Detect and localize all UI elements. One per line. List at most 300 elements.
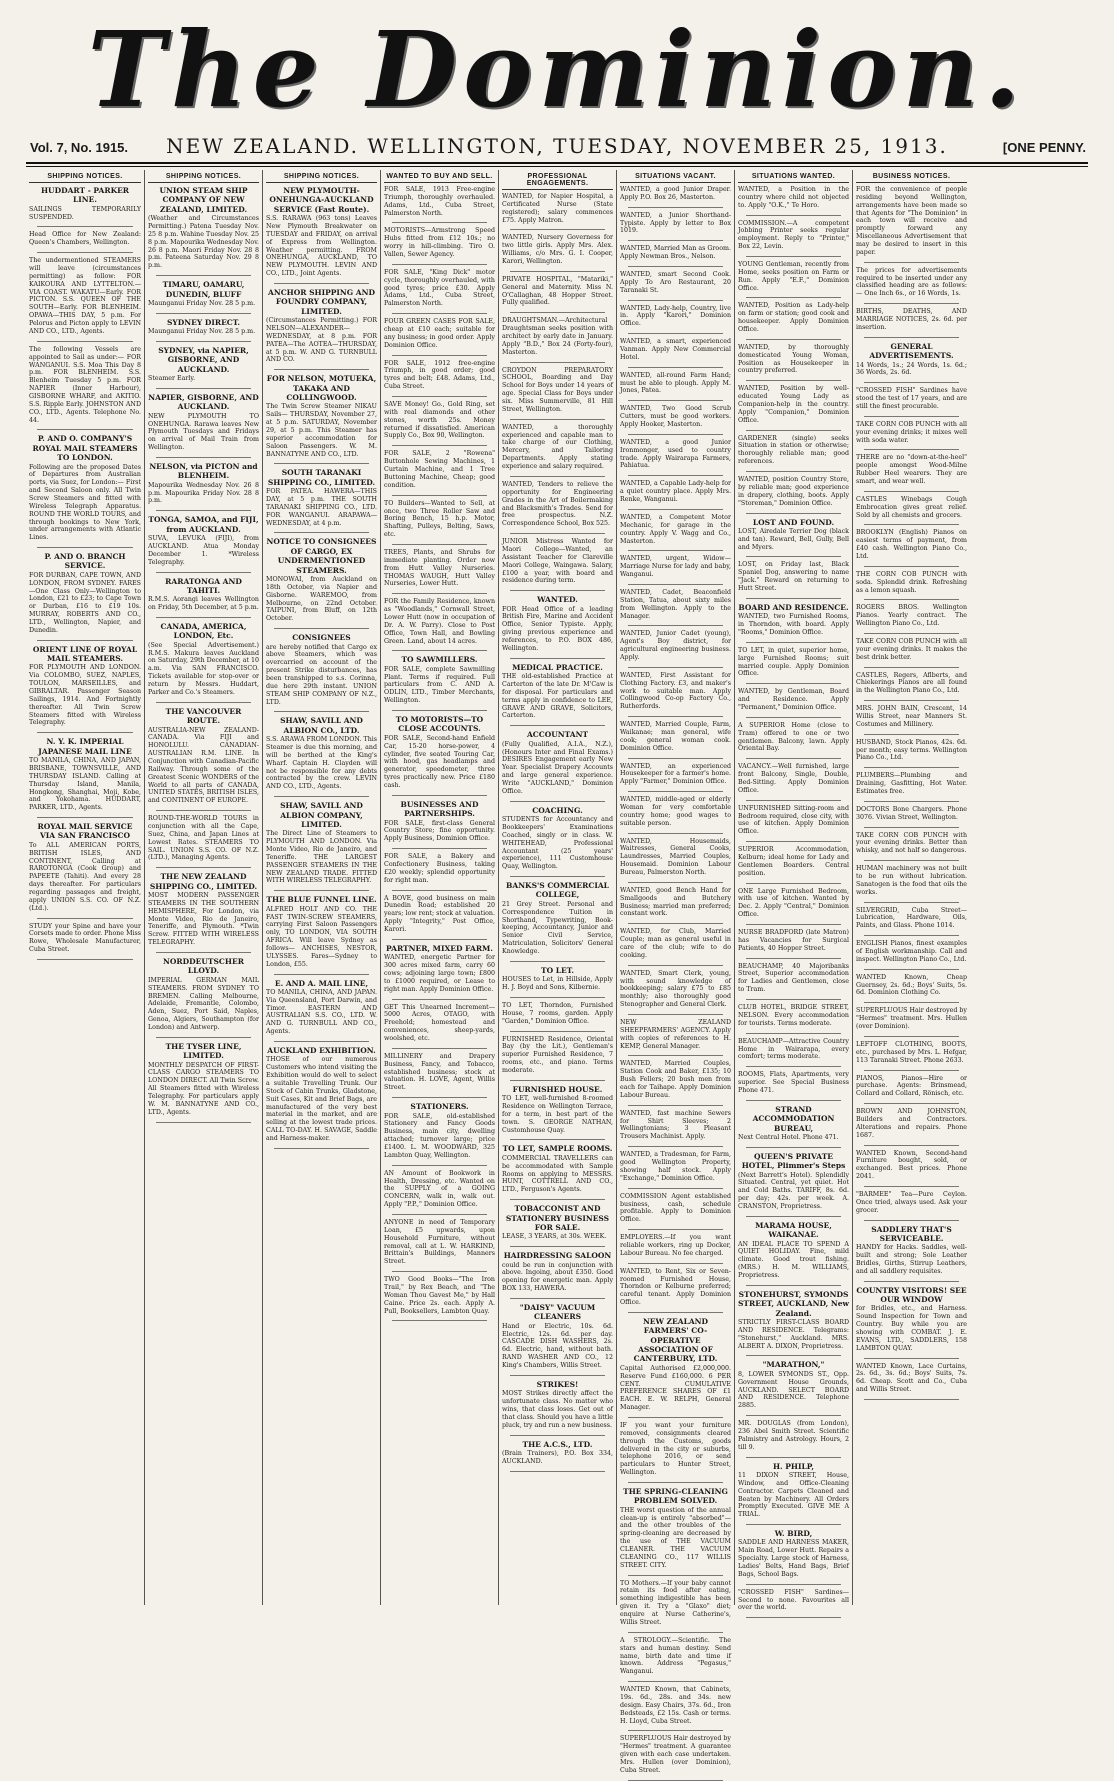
advertisement-text: TO MANILA, CHINA, AND JAPAN, BRISBANE, TOWNSVILLE, AND THURSDAY ISLAND. Calling at Thursday Island, Manila, Hongkong, Shanghai, Moji, Kobe, and Yokohama. HUDDART, PARKER, LTD., Agents.	[29, 757, 141, 812]
advertisement	[856, 772, 967, 796]
advertisement-heading: STONEHURST, SYMONDS STREET, AUCKLAND, New Zealand.	[738, 1289, 849, 1318]
advertisement	[856, 267, 967, 298]
advertisement-divider	[37, 429, 133, 430]
advertisement-text: "CROSSED FISH" Sardines—Second to none. Favourites all over the world.	[738, 1588, 849, 1612]
advertisement-text: (Fully Qualified, A.I.A., N.Z.), (Honours Inter and Final Exams.) DESIRES Engagement early New Year. Specialist Drapery Accounts and large general experience. Write "AUCKLAND," Dominion Office.	[502, 740, 613, 795]
advertisement	[266, 979, 377, 1037]
advertisement	[384, 715, 495, 790]
advertisement	[266, 288, 377, 364]
advertisement-divider	[628, 625, 723, 626]
advertisement-heading: W. BIRD,	[774, 1529, 813, 1539]
advertisement-heading: SYDNEY DIRECT.	[167, 317, 240, 327]
advertisement-divider	[746, 513, 841, 514]
column-3	[262, 170, 380, 1605]
advertisement-text: Mapourika Wednesday Nov. 26 8 p.m. Mapourika Friday Nov. 28 8 p.m.	[148, 481, 259, 505]
advertisement	[738, 1105, 849, 1142]
advertisement	[384, 1004, 495, 1043]
advertisement-heading: THE A.C.S., LTD.	[522, 1439, 593, 1449]
advertisement-text: FOR SALE, first-class General Country Store; fine opportunity. Apply Business, Dominion Office.	[384, 819, 495, 843]
advertisement-heading: "MARATHON,"	[762, 1360, 825, 1370]
advertisement-text: ENGLISH Pianos, finest examples of English workmanship. Call and inspect. Wellington Piano Co., Ltd.	[856, 940, 967, 963]
advertisement-text: MONOWAI, from Auckland on 18th October, via Napier and Gisborne. WAREMOO, from Melbourne, on 22nd October. TAIPUNI, from Bluff, on 12th October.	[266, 575, 377, 623]
advertisement	[29, 231, 141, 247]
advertisement	[738, 1004, 849, 1028]
advertisement-text: ROOMS, Flats, Apartments, very superior. See Special Business Phone 471.	[738, 1071, 849, 1094]
advertisement-divider	[510, 271, 605, 272]
advertisement-divider	[746, 430, 841, 431]
advertisement-divider	[864, 902, 959, 903]
advertisement	[620, 212, 731, 236]
advertisement-heading: P. AND O. COMPANY'S ROYAL MAIL STEAMERS TO LONDON.	[32, 434, 138, 463]
advertisement-text: MR. DOUGLAS (from London), 236 Abel Smith Street. Scientific Palmistry and Astrology. Hours, 2 till 9.	[738, 1420, 849, 1451]
advertisement-text: WANTED, good Bench Hand for Smallgoods and Butchery Business; married man preferred; constant work.	[620, 886, 731, 918]
advertisement-text: (Brain Trainers), P.O. Box 334, AUCKLAND.	[502, 1449, 613, 1465]
advertisement-divider	[510, 725, 605, 726]
advertisement-divider	[156, 510, 251, 511]
advertisement-divider	[274, 369, 369, 370]
advertisement-text: PIANOS, Pianos—Hire or purchase. Agents: Brinsmead, Collard and Collard, Rönisch, etc.	[856, 1074, 967, 1098]
advertisement	[502, 481, 613, 528]
column-heading: SITUATIONS WANTED.	[738, 170, 849, 183]
advertisement	[502, 234, 613, 265]
advertisement-divider	[746, 924, 841, 925]
advertisement-text: WANTED, for Napier Hospital, a Certificated Nurse (State registered); salary commences £75. Apply Matron.	[502, 193, 613, 224]
advertisement-text: BROWN AND JOHNSTON, Builders and Contractors. Alterations and repairs. Phone 1687.	[856, 1108, 967, 1139]
advertisement-text: SAILINGS TEMPORARILY SUSPENDED.	[29, 205, 141, 221]
advertisement-divider	[510, 961, 605, 962]
advertisement-text: GARDENER (single) seeks Situation in station or otherwise; thoroughly reliable man; good references.	[738, 434, 849, 466]
advertisement	[856, 496, 967, 520]
advertisement	[148, 346, 259, 383]
advertisement	[620, 480, 731, 504]
column-heading: BUSINESS NOTICES.	[856, 170, 967, 183]
advertisement-text: ANYONE in need of Temporary Loan, £5 upwards, upon Household Furniture, without removal, call at L. W. HARKIND, Brittain's Buildings, Manners Street.	[384, 1218, 495, 1266]
advertisement	[384, 450, 495, 489]
advertisement	[148, 186, 259, 270]
advertisement	[738, 261, 849, 292]
advertisement-divider	[510, 362, 605, 363]
advertisement	[502, 276, 613, 307]
advertisement	[148, 393, 259, 452]
advertisement-text: ONE Large Furnished Bedroom, with use of kitchen. Wanted by Dec. 2. Apply "Central," Dominion Office.	[738, 887, 849, 919]
advertisement-divider	[746, 1415, 841, 1416]
advertisement-text: HANDY for Hacks. Saddles, well-built and strong; Sole Leather Bridles, Girths, Stirrup Leathers, and all saddlery requisites.	[856, 1244, 967, 1275]
advertisement-heading: THE BLUE FUNNEL LINE.	[266, 895, 377, 905]
advertisement-text: CLUB HOTEL, BRIDGE STREET, NELSON. Every accommodation for tourists. Terms moderate.	[738, 1004, 849, 1027]
advertisement	[856, 1150, 967, 1181]
advertisement	[856, 672, 967, 696]
advertisement	[856, 739, 967, 763]
advertisement-divider	[37, 226, 133, 227]
advertisement	[738, 688, 849, 712]
advertisement	[502, 367, 613, 414]
advertisement-divider	[864, 1358, 959, 1359]
advertisement	[148, 872, 259, 947]
advertisement	[620, 271, 731, 295]
advertisement	[856, 529, 967, 560]
advertisement-text: FOR DURBAN, CAPE TOWN, AND LONDON, FROM SYDNEY. FARES—One Class Only—Wellington to London, £21 to £23; to Cape Town or Durban, £16 to £19 10s. MURRAY, ROBERTS AND CO., LTD., Wellington, Napier, and Dunedin.	[29, 571, 141, 634]
advertisement-text: S.S. RARAWA (963 tons) Leaves New Plymouth Breakwater on TUESDAY and FRIDAY, on arrival of Express from Wellington. Weather permitting. FROM ONEHUNGA, AUCKLAND, TO NEW PLYMOUTH. LEVIN AND CO., LTD., Joint Agents.	[266, 215, 377, 278]
advertisement-heading: ORIENT LINE OF ROYAL MAIL STEAMERS.	[32, 644, 138, 664]
advertisement-text: UNFURNISHED Sitting-room and Bedroom required, close city, with use of kitchen. Apply Dominion Office.	[738, 804, 849, 836]
advertisement-divider	[37, 959, 133, 960]
advertisement	[148, 462, 259, 505]
advertisement	[738, 302, 849, 333]
advertisement-text: DRAUGHTSMAN.—Architectural Draughtsman seeks position with architect by early date in January. Apply "B.D.," Box 24 (Forty-four), Masterton.	[502, 317, 613, 356]
advertisement-divider	[746, 1216, 841, 1217]
advertisement-text: WANTED, smart Second Cook. Apply To Aro Restaurant, 20 Taranaki St.	[620, 271, 731, 294]
advertisement-text: WANTED, Lady-help, Country, live in. Apply "Karori," Dominion Office.	[620, 304, 731, 328]
advertisement-text: THERE are no "down-at-the-heel" people amongst Wood-Milne Rubber Heel wearers. They are smart, and wear well.	[856, 454, 967, 485]
advertisement-divider	[628, 1263, 723, 1264]
advertisement-divider	[628, 207, 723, 208]
advertisement	[856, 342, 967, 377]
advertisement	[738, 1038, 849, 1062]
advertisement	[738, 963, 849, 994]
advertisement-divider	[864, 1103, 959, 1104]
advertisement-heading: CANADA, AMERICA, LONDON, Etc.	[160, 622, 247, 641]
advertisement-text: BROOKLYN (English) Pianos on easiest terms of payment, from £40 cash. Wellington Piano Co., Ltd.	[856, 529, 967, 560]
advertisement-divider	[156, 702, 251, 703]
advertisement	[620, 589, 731, 620]
advertisement	[384, 318, 495, 349]
advertisement-divider	[864, 1036, 959, 1037]
advertisement-divider	[510, 590, 605, 591]
advertisement-text: WANTED, a thoroughly experienced and capable man to take charge of our Clothing, Mercery, and Tailoring Departments. Apply stating experience and salary required.	[502, 423, 613, 471]
advertisement	[856, 186, 967, 257]
advertisement	[266, 716, 377, 791]
advertisement	[502, 1085, 613, 1135]
advertisement-divider	[274, 796, 369, 797]
advertisement-text: WANTED Known, Lace Curtains, 2s. 6d., 3s. 6d.; Boys' Suits, 7s. 6d. Cheap. Scott and Co., Cuba and Willis Street.	[856, 1362, 967, 1394]
advertisement	[148, 318, 259, 336]
advertisement-divider	[746, 800, 841, 801]
advertisement-text: VACANCY.—Well furnished, large front Balcony, Single, Double, Bed-Sitting. Apply Dominion Office.	[738, 763, 849, 794]
advertisement-divider	[392, 313, 487, 314]
advertisement	[502, 1144, 613, 1194]
advertisement-divider	[746, 1524, 841, 1525]
advertisement	[29, 434, 141, 542]
advertisement-divider	[746, 339, 841, 340]
advertisement-heading: TO SAWMILLERS.	[401, 655, 478, 665]
advertisement-text: COMMISSION Agent established business, cash, schedule profitable. Apply to Dominion Office.	[620, 1192, 731, 1224]
column-heading: SHIPPING NOTICES.	[29, 170, 141, 183]
advertisement-divider	[864, 767, 959, 768]
advertisement-divider	[510, 801, 605, 802]
advertisement-divider	[864, 935, 959, 936]
advertisement-text: MOST MODERN PASSENGER STEAMERS IN THE SOUTHERN HEMISPHERE, For London, via Monte Video, Rio de Janeiro, Teneriffe, and Plymouth. *Twin Screw. FITTED WITH WIRELESS TELEGRAPHY.	[148, 892, 259, 947]
advertisement-divider	[864, 566, 959, 567]
advertisement-text: A STROLOGY.—Scientific. The stars and human destiny. Send name, birth date and time if known. Address "Pegasus," Wanganui.	[620, 1636, 731, 1676]
advertisement	[856, 806, 967, 822]
advertisement-text: Next Central Hotel. Phone 471.	[738, 1133, 839, 1141]
advertisement-text: The following Vessels are appointed to Sail as under:— FOR WANGANUI. S.S. Moa This Day 8 p.m. FOR BLENHEIM. S.S. Blenheim Tuesday 5 p.m. FOR NAPIER (Inner Harbour), GISBORNE WHARF, and AKITIO. S.S. Ripple Early. JOHNSTON AND CO., LTD., Agents. Telephone No. 44.	[29, 345, 141, 424]
advertisement	[502, 538, 613, 585]
column-4	[380, 170, 498, 1605]
advertisement-heading: AUCKLAND EXHIBITION.	[267, 1046, 376, 1056]
advertisement-text: Capital Authorised £2,000,000. Reserve Fund £160,000. 6 PER CENT. CUMULATIVE PREFERENCE SHARES OF £1 EACH. E. W. RELPH, General Manager.	[620, 1364, 731, 1412]
advertisement-divider	[510, 1080, 605, 1081]
advertisement	[620, 1193, 731, 1224]
advertisement-heading: "DAISY" VACUUM CLEANERS	[519, 1302, 596, 1322]
advertisement-divider	[392, 396, 487, 397]
advertisement-divider	[746, 717, 841, 718]
advertisement	[738, 385, 849, 424]
advertisement	[384, 227, 495, 258]
advertisement-heading: NELSON, via PICTON and BLENHEIM.	[149, 462, 258, 481]
advertisement-divider	[156, 810, 251, 811]
advertisement-divider	[274, 532, 369, 533]
advertisement-text: Steamer Early.	[148, 375, 196, 383]
advertisement	[266, 537, 377, 623]
advertisement-divider	[746, 1147, 841, 1148]
advertisement-text: SUPERIOR Accommodation, Kelburn; ideal home for Lady and Gentlemen Boarders. Central position.	[738, 846, 849, 877]
advertisement-text: FOR SALE, 1913 Free-engine Triumph, thoroughly overhauled. Adams, Ltd., Cuba Street, Palmerston North.	[384, 186, 495, 217]
advertisement-divider	[628, 266, 723, 267]
advertisement	[29, 346, 141, 425]
advertisement-text: WANTED, Married Couples, Station Cook and Baker, £135; 10 Bush Fellers; 20 bush men from each for Taihape. Apply Dominion Labour Bureau.	[620, 1060, 731, 1099]
column-7	[734, 170, 852, 1612]
advertisement-divider	[864, 303, 959, 304]
advertisement-divider	[510, 533, 605, 534]
advertisement	[856, 1363, 967, 1394]
columns-area	[26, 170, 1088, 1774]
advertisement	[502, 881, 613, 956]
advertisement-divider	[510, 1375, 605, 1376]
advertisement-divider	[628, 1146, 723, 1147]
advertisement-text: 21 Grey Street. Personal and Correspondence Tuition in Shorthand, Typewriting, Book-keeping, Accountancy, Junior and Senior Civil Service, Matriculation, Solicitors' General Knowledge.	[502, 900, 613, 955]
advertisement-divider	[746, 758, 841, 759]
advertisement-text: FOR SALE, "King Dick" motor cycle, thoroughly overhauled, with good tyres; price £30. Apply Adams, Ltd., Cuba Street, Palmerston North.	[384, 268, 495, 308]
advertisement-heading: FURNISHED HOUSE.	[512, 1084, 603, 1094]
advertisement-divider	[864, 667, 959, 668]
advertisement	[502, 317, 613, 356]
advertisement	[620, 1580, 731, 1627]
advertisement-divider	[628, 882, 723, 883]
advertisement-heading: RARATONGA AND TAHITI.	[165, 576, 242, 595]
advertisement	[384, 500, 495, 539]
advertisement	[29, 737, 141, 812]
advertisement-divider	[628, 1229, 723, 1230]
advertisement-divider	[864, 1186, 959, 1187]
advertisement-text: THE worst question of the annual clean-up is entirely "absorbed"—and the other troubles of the spring-cleaning are decreased by the use of THE VACUUM CLEANER. THE VACUUM CLEANING CO., 117 WILLIS STREET. CITY.	[620, 1506, 731, 1569]
advertisement-divider	[274, 711, 369, 712]
advertisement-text: "BARMEE" Tea—Pure Ceylon. Once tried, always used. Ask your grocer.	[856, 1190, 967, 1214]
advertisement-heading: PARTNER, MIXED FARM.	[386, 943, 493, 953]
advertisement-text: are hereby notified that Cargo ex above Steamers, which was overcarried on account of the present Strike disturbances, has been transhipped to s.s. Corinna, due here 29th instant. UNION STEAM SHIP COMPANY OF N.Z., LTD.	[266, 643, 377, 706]
advertisement-text: (See Special Advertisement.) R.M.S. Makura leaves Auckland on Saturday, 29th December, at 10 a.m. Via SAN FRANCISCO. Tickets available for stop-over or return by Messrs. Huddart, Parker and Co.'s Steamers.	[148, 641, 259, 696]
advertisement-heading: COUNTRY VISITORS! SEE OUR WINDOW	[856, 1285, 967, 1305]
advertisement	[384, 269, 495, 308]
advertisement-divider	[746, 1100, 841, 1101]
advertisement	[29, 645, 141, 728]
advertisement-divider	[864, 599, 959, 600]
advertisement	[148, 957, 259, 1032]
advertisement	[620, 1637, 731, 1676]
advertisement-heading: FOR NELSON, MOTUEKA, TAKAKA AND COLLINGWOOD.	[266, 374, 377, 403]
advertisement-text: WANTED, urgent, Widow—Marriage Nurse for lady and baby, Wanganui.	[620, 555, 731, 579]
advertisement-text: COMMERCIAL TRAVELLERS can be accommodated with Sample Rooms on applying to MESSRS. HUNT, COTTRELL AND CO., LTD., Ferguson's Agents.	[502, 1154, 613, 1194]
advertisement-text: FOR PATEA. HAWERA—THIS DAY, at 5 p.m. THE SOUTH TARANAKI SHIPPING CO., LTD. FOR WANGANUI. ARAPAWA—WEDNESDAY, at 4 p.m.	[266, 488, 377, 527]
advertisement-divider	[628, 1055, 723, 1056]
advertisement	[620, 928, 731, 959]
advertisement	[856, 1225, 967, 1276]
advertisement-divider	[392, 593, 487, 594]
advertisement-text: LOST, Airedale Terrier Dog (black and tan). Reward, Bell, Gully, Bell and Myers.	[738, 527, 849, 551]
advertisement-divider	[392, 650, 487, 651]
advertisement-text: Maunganui Friday Nov. 28 5 p.m.	[148, 328, 256, 336]
advertisement-divider	[392, 1214, 487, 1215]
advertisement-heading: QUEEN'S PRIVATE HOTEL, Plimmer's Steps	[741, 1151, 846, 1171]
advertisement-text: WANTED, a Position in the country where child not objected to. Apply "O.K.," Te Horo.	[738, 186, 849, 209]
advertisement-heading: HAIRDRESSING SALOON	[503, 1251, 612, 1261]
advertisement-text: COMMISSION.—A competent Jobbing Printer seeks regular employment. Reply to "Printer," Box 22, Levin.	[738, 219, 849, 251]
advertisement	[502, 424, 613, 471]
advertisement-heading: HUDDART - PARKER LINE.	[40, 186, 130, 205]
advertisement-divider	[628, 240, 723, 241]
advertisement-heading: THE TYSER LINE, LIMITED.	[165, 1041, 242, 1061]
advertisement	[738, 1589, 849, 1613]
advertisement-text: ROGERS BROS. Wellington Pianos. Yearly contract. The Wellington Piano Co., Ltd.	[856, 604, 967, 628]
advertisement-divider	[746, 841, 841, 842]
advertisement-text: FOR the Family Residence, known as "Woodlands," Cornwall Street, Lower Hutt (now in occupation of Dr. A. W. Parry). Close to Post Office, Town Hall, and Bowling Green. Land, about 14 acres.	[384, 598, 495, 645]
advertisement	[738, 476, 849, 507]
advertisement-text: The undermentioned STEAMERS will leave (circumstances permitting) as follow: FOR KAIKOURA AND LYTTELTON.—VIA COAST. WAKATU—Early. FOR PICTON. S.S. QUEEN OF THE SOUTH—Early. FOR BLENHEIM. OPAWA—THIS DAY, 5 p.m. For Pelorus and Picton apply to LEVIN AND CO., LTD., Agents.	[29, 257, 141, 335]
advertisement-divider	[864, 969, 959, 970]
advertisement-text: AN IDEAL PLACE TO SPEND A QUIET HOLIDAY. Fine, mild climate. Good trout fishing. (MRS.) H. M. WILLIAMS, Proprietress.	[738, 1240, 849, 1280]
advertisement	[738, 1420, 849, 1451]
advertisement	[856, 387, 967, 411]
advertisement-text: SUPERFLUOUS Hair destroyed by "Hermes" treatment. Mrs. Hullen (over Dominion).	[856, 1007, 967, 1031]
advertisement	[620, 721, 731, 752]
advertisement-text: TO LET, Thorndon, Furnished House, 7 rooms, garden. Apply "Garden," Dominion Office.	[502, 1001, 613, 1025]
advertisement	[266, 186, 377, 278]
advertisement	[502, 966, 613, 992]
advertisement-text: 8, LOWER SYMONDS ST., Opp. Government House Grounds, AUCKLAND. SELECT BOARD AND RESIDENCE. Telephone 2885.	[738, 1370, 849, 1410]
advertisement-divider	[510, 1298, 605, 1299]
advertisement-heading: TIMARU, OAMARU, DUNEDIN, BLUFF	[162, 280, 245, 299]
advertisement-divider	[864, 1399, 959, 1400]
advertisement	[738, 1071, 849, 1095]
advertisement	[856, 1191, 967, 1215]
advertisement	[502, 663, 613, 721]
advertisement	[502, 1440, 613, 1466]
advertisement-divider	[156, 341, 251, 342]
advertisement-divider	[37, 732, 133, 733]
advertisement-text: FURNISHED Residence, Oriental Bay (by the Lit.), Gentleman's superior Furnished Residence, 7 rooms, etc., and piano. Terms moderate.	[502, 1035, 613, 1074]
advertisement	[502, 1002, 613, 1026]
advertisement	[620, 630, 731, 661]
advertisement-divider	[156, 617, 251, 618]
advertisement-divider	[392, 355, 487, 356]
advertisement-text: SILVERGRID, Cuba Street—Lubrication, Hardware, Oils, Paints, and Glass. Phone 1014.	[856, 906, 967, 930]
advertisement-text: WANTED, a Capable Lady-help for a quiet country place. Apply Mrs. Renke, Wanganui.	[620, 480, 731, 504]
advertisement-text: WANTED, a good Junior Ironmonger, used to country trade. Apply Wairarapa Farmers, Pahiatua.	[620, 438, 731, 470]
advertisement	[620, 1487, 731, 1570]
advertisement	[620, 1151, 731, 1182]
advertisement-divider	[274, 1148, 369, 1149]
advertisement-text: Maunganui Friday Nov. 28 5 p.m.	[148, 299, 256, 307]
advertisement-divider	[864, 524, 959, 525]
advertisement	[620, 1234, 731, 1258]
price: [ONE PENNY.	[1002, 140, 1086, 155]
column-heading: SITUATIONS VACANT.	[620, 170, 731, 183]
advertisement-divider	[746, 683, 841, 684]
advertisement-text: DOCTORS Bone Chargers. Phone 3076. Vivian Street, Wellington.	[856, 805, 967, 821]
masthead-rule	[26, 162, 1088, 164]
advertisement	[384, 1276, 495, 1315]
advertisement-text: WANTED, energetic Partner for 300 acres mixed farm, carry 60 cows; adjoining large town; £800 to £1000 required, or Lease to right man. Apply Dominion Office.	[384, 954, 495, 993]
advertisement-divider	[510, 1031, 605, 1032]
advertisement-divider	[628, 1681, 723, 1682]
advertisement	[856, 454, 967, 485]
advertisement-divider	[628, 509, 723, 510]
advertisement	[856, 974, 967, 998]
advertisement-text: S.S. ARAWA FROM LONDON. This Steamer is due this morning, and will be berthed at the King's Wharf. Captain H. Clayden will not be responsible for any debts contracted by the crew. LEVIN AND CO., LTD., Agents.	[266, 736, 377, 791]
advertisement-text: WANTED, First Assistant for Clothing Factory. £3, and maker's work to suitable man. Apply Collingwood Co-op Factory Co., Rutherfords.	[620, 671, 731, 711]
advertisement-divider	[864, 1145, 959, 1146]
advertisement	[856, 832, 967, 856]
advertisement-text: WANTED, for Club, Married Couple; man as general useful in care of the club; wife to do cooking.	[620, 928, 731, 959]
advertisement	[620, 763, 731, 787]
advertisement-text: FOR Head Office of a leading British Fire, Marine and Accident Office, Senior Typiste. Apply, giving previous experience and references, to P.O. BOX 486, Wellington.	[502, 605, 613, 652]
advertisement-text: WANTED, all-round Farm Hand; must be able to plough. Apply M. Jones, Patea.	[620, 371, 731, 395]
advertisement-heading: TO LET, SAMPLE ROOMS.	[502, 1144, 613, 1154]
advertisement-text: WANTED, Nursery Governess for two little girls. Apply Mrs. Alex. Williams, c/o Mrs. G. I. Cooper, Karori, Wellington.	[502, 234, 613, 266]
advertisement	[856, 705, 967, 729]
advertisement-divider	[864, 1070, 959, 1071]
advertisement-heading: SYDNEY, via NAPIER, GISBORNE, AND AUCKLAND.	[158, 345, 249, 374]
advertisement	[502, 193, 613, 224]
advertisement-text: 14 Words, 1s.; 24 Words, 1s. 6d.; 36 Words, 2s. 6d.	[856, 361, 967, 377]
advertisement-text: WANTED, to Rent, Six or Seven-roomed Furnished House, Thorndon or Kelburne preferred; careful tenant. Apply Dominion Office.	[620, 1267, 731, 1307]
advertisement-divider	[628, 716, 723, 717]
advertisement-divider	[156, 867, 251, 868]
advertisement-divider	[628, 434, 723, 435]
advertisement-divider	[746, 598, 841, 599]
advertisement-divider	[37, 547, 133, 548]
advertisement-text: FOUR GREEN CASES FOR SALE, cheap at £10 each; suitable for any business; in good order. Apply Dominion Office.	[384, 318, 495, 349]
advertisement-text: SAVE Money! Go., Gold Ring, set with real diamonds and other stones, worth 25s. Money returned if dissatisfied. American Supply Co., Box 90, Wellington.	[384, 401, 495, 440]
advertisement-heading: ACCOUNTANT	[526, 730, 589, 740]
advertisement	[620, 1019, 731, 1050]
advertisement-text: TAKE CORN COB PUNCH with your evening drinks. Better than whisky, and not half so dangerous.	[856, 831, 967, 855]
advertisement	[620, 970, 731, 1009]
advertisement-text: FOR SALE, Second-hand Enfield Car, 15-20 horse-power, 4 cylinder, five seated Touring Car, with hood, gas headlamps and generator, speedometer, three tyres practically new. Price £180 cash.	[384, 734, 495, 789]
advertisement	[148, 707, 259, 805]
advertisement-text: 11 DIXON STREET, House, Window, and Office-Cleaning Contractor. Carpets Cleaned and Beaten by Machinery. All Orders Promptly Executed. GIVE ME A TRIAL.	[738, 1471, 849, 1519]
advertisement-text: A SUPERIOR Home (close to Tram) offered to one or two gentlemen. Balcony, lawn. Apply Oriental Bay.	[738, 721, 849, 753]
advertisement-divider	[746, 1617, 841, 1618]
advertisement-text: MOTORISTS—Armstrong Speed Hubs fitted from £12 10s.; no worry in hill-climbing. Tiro O. Vallen, Sewer Agency.	[384, 227, 495, 259]
advertisement-divider	[37, 341, 133, 342]
advertisement	[266, 895, 377, 968]
advertisement-text: ALFRED HOLT AND CO. THE FAST TWIN-SCREW STEAMERS, carrying First Saloon Passengers only, TO LONDON, VIA SOUTH AFRICA. Will leave Sydney as follows— ANCHISES, NESTOR, ULYSSES. Fares—Sydney to London, £55.	[266, 905, 377, 968]
advertisement	[620, 838, 731, 877]
advertisement-text: (Circumstances Permitting.) FOR NELSON—ALEXANDER—WEDNESDAY, at 8 p.m. FOR PATEA—The AOTEA—THURSDAY, at 5 p.m. W. AND G. TURNBULL AND CO.	[266, 317, 377, 364]
advertisement	[620, 887, 731, 918]
advertisement-text: WANTED, an experienced Housekeeper for a farmer's home. Apply "Farmer," Dominion Office.	[620, 762, 731, 786]
advertisement	[738, 1360, 849, 1410]
advertisement-text: WANTED, Position as Lady-help on farm or station; good cook and housekeeper. Apply Dominion Office.	[738, 302, 849, 334]
advertisement-text: Head Office for New Zealand: Queen's Chambers, Wellington.	[29, 231, 141, 247]
advertisement-divider	[274, 890, 369, 891]
advertisement-divider	[274, 974, 369, 975]
advertisement	[502, 1204, 613, 1241]
advertisement-heading: THE VANCOUVER ROUTE.	[165, 706, 242, 726]
advertisement-text: HUMAN machinery was not built to be run without lubrication. Sanatogen is the food that oils the works.	[856, 865, 967, 896]
advertisement-text: BIRTHS, DEATHS, AND MARRIAGE NOTICES, 2s. 6d. per insertion.	[856, 308, 967, 331]
